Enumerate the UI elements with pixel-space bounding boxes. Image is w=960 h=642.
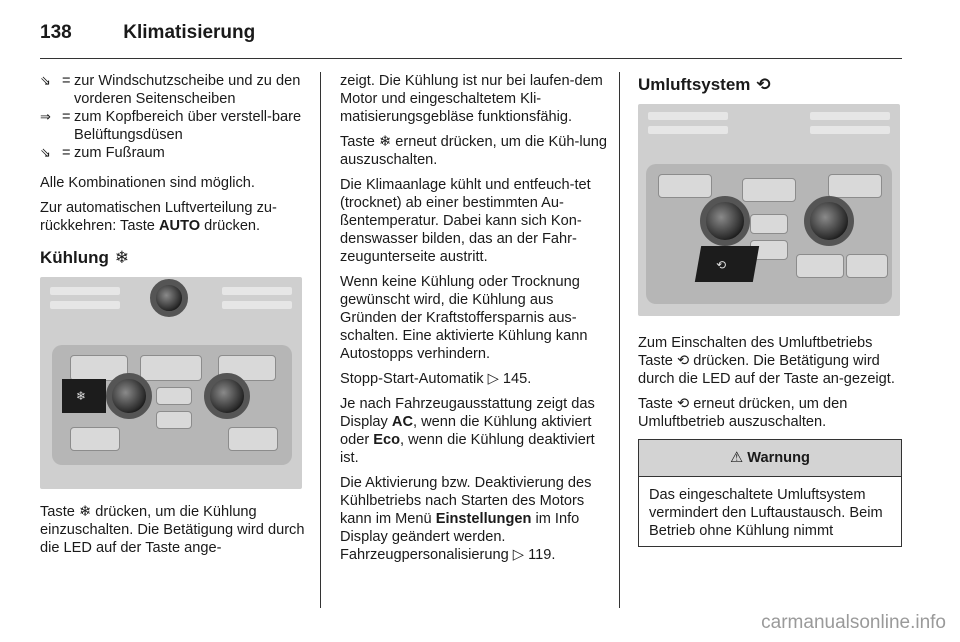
column-2 <box>340 72 608 571</box>
climate-panel-photo-ac: ❄ <box>40 277 302 489</box>
page-reference-link[interactable]: 145. <box>502 371 532 387</box>
paragraph: zeigt. Die Kühlung ist nur bei laufen-dem Motor und eingeschaltetem Kli-matisierungsgebläse funktionsfähig. <box>340 73 603 125</box>
reference-arrow-icon: ▷ <box>487 371 499 387</box>
recirculation-heading: Umluftsystem ⟲ <box>638 75 771 94</box>
page-header <box>40 22 255 44</box>
column-3 <box>638 72 902 547</box>
air-item: ⇒ = zum Kopfbereich über verstell-bare Belüftungsdüsen <box>40 108 308 144</box>
recirculation-icon: ⟲ <box>756 75 771 94</box>
paragraph: Stopp-Start-Automatik ▷ 145. <box>340 371 532 387</box>
warning-box <box>638 439 902 547</box>
paragraph: Taste ❄ erneut drücken, um die Küh-lung auszuschalten. <box>340 134 607 168</box>
recirculation-icon: ⟲ <box>676 396 690 412</box>
recirculation-icon: ⟲ <box>676 353 690 369</box>
air-foot-icon: ⇘ <box>40 145 51 160</box>
warning-icon: ⚠ <box>730 450 744 466</box>
climate-panel-photo-recirculation: ⟲ <box>638 104 900 316</box>
snowflake-icon: ❄ <box>378 134 392 150</box>
paragraph: Wenn keine Kühlung oder Trocknung gewünscht wird, die Kühlung aus Gründen der Kraftstoffersparnis aus-schalten. Eine aktivierte Kühlung kann Autostopps verhindern. <box>340 274 588 362</box>
air-windscreen-icon: ⇘ <box>40 73 51 88</box>
paragraph: Zur automatischen Luftverteilung zu-rückkehren: Taste AUTO drücken. <box>40 200 277 234</box>
cooling-heading: Kühlung ❄ <box>40 248 130 267</box>
paragraph: Die Aktivierung bzw. Deaktivierung des Kühlbetriebs nach Starten des Motors kann im Menü Einstellungen im Info Display geändert werden. Fahrzeugpersonalisierung ▷ 119. <box>340 475 592 563</box>
air-item-text: zum Fußraum <box>74 145 165 161</box>
column-1 <box>40 72 308 564</box>
warning-text: Das eingeschaltete Umluftsystem vermindert den Luftaustausch. Beim Betrieb ohne Kühlung nimmt <box>649 487 883 539</box>
page-title: Klimatisierung <box>123 22 256 43</box>
warning-title: ⚠ Warnung <box>639 440 901 477</box>
paragraph: Taste ❄ drücken, um die Kühlung einzuschalten. Die Betätigung wird durch die LED auf der Taste ange- <box>40 504 305 556</box>
snowflake-icon: ❄ <box>114 248 130 267</box>
paragraph: Zum Einschalten des Umluftbetriebs Taste ⟲ drücken. Die Betätigung wird durch die LED auf der Taste an-gezeigt. <box>638 335 895 387</box>
paragraph: Taste ⟲ erneut drücken, um den Umluftbetrieb auszuschalten. <box>638 396 848 430</box>
air-item: ⇘ = zur Windschutzscheibe und zu den vorderen Seitenscheiben <box>40 72 308 108</box>
snowflake-icon: ❄ <box>78 504 92 520</box>
column-divider <box>619 72 620 608</box>
paragraph: Alle Kombinationen sind möglich. <box>40 175 255 191</box>
air-head-icon: ⇒ <box>40 109 51 124</box>
watermark: carmanualsonline.info <box>761 612 946 633</box>
paragraph: Die Klimaanlage kühlt und entfeuch-tet (trocknet) ab einer bestimmten Au-ßentemperatur. Dabei kann sich Kon-denswasser bilden, das an der Fahr-zeugunterseite austritt. <box>340 177 591 265</box>
air-item: ⇘ = zum Fußraum <box>40 144 308 162</box>
column-divider <box>320 72 321 608</box>
air-item-text: zum Kopfbereich über verstell-bare Belüftungsdüsen <box>74 109 302 143</box>
paragraph: Je nach Fahrzeugausstattung zeigt das Display AC, wenn die Kühlung aktiviert oder Eco, wenn die Kühlung deaktiviert ist. <box>340 396 595 466</box>
page-reference-link[interactable]: 119. <box>528 547 556 563</box>
header-rule <box>40 58 902 59</box>
air-item-text: zur Windschutzscheibe und zu den vorderen Seitenscheiben <box>74 73 301 107</box>
reference-arrow-icon: ▷ <box>512 547 525 563</box>
page-number: 138 <box>40 22 72 43</box>
